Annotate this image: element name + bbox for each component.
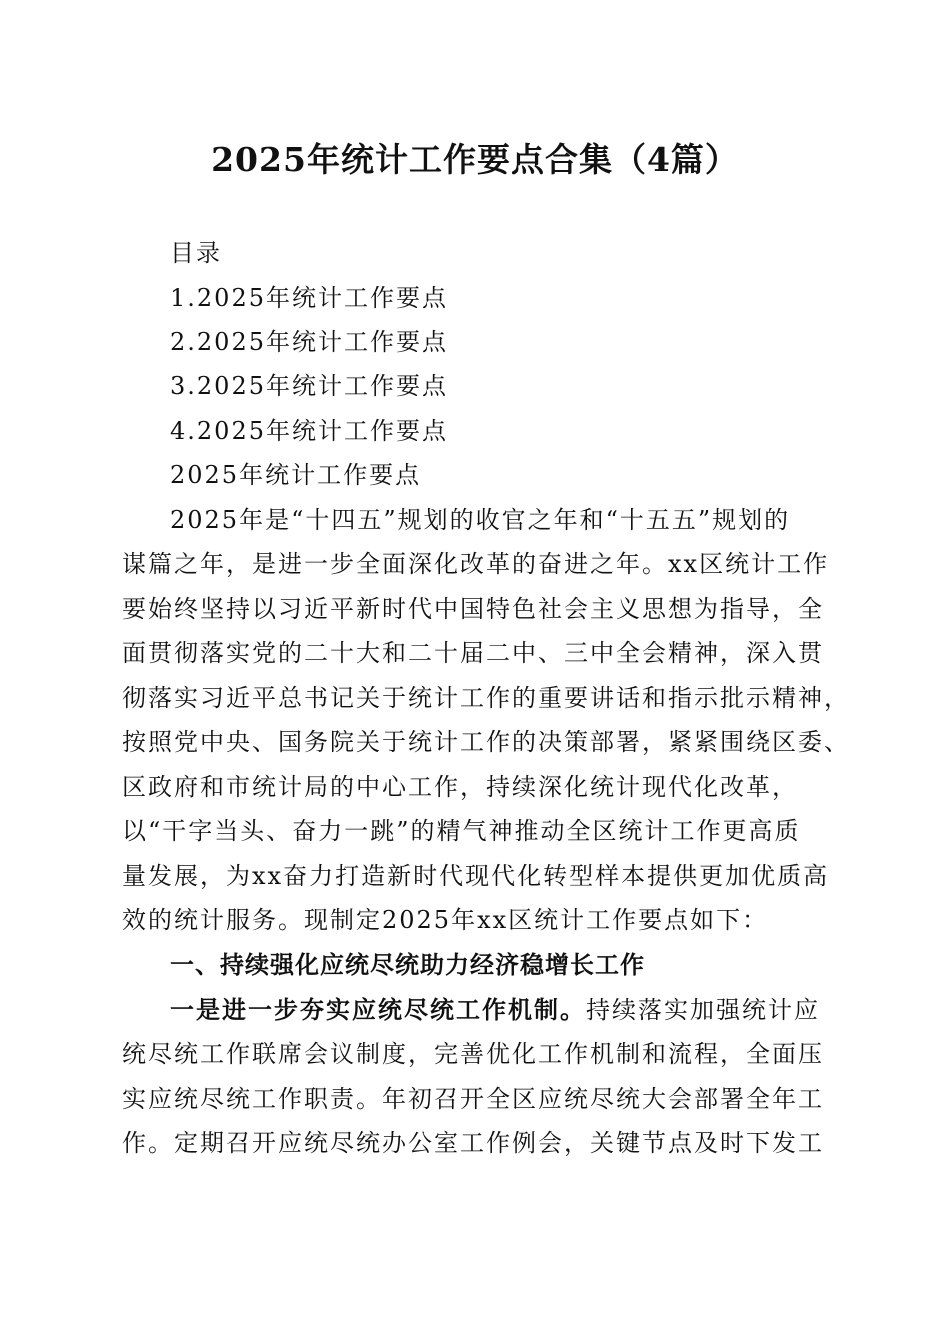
intro-line: 面贯彻落实党的二十大和二十届二中、三中全会精神，深入贯 — [122, 639, 824, 667]
toc-item: 4.2025年统计工作要点 — [170, 417, 448, 445]
toc-heading: 目录 — [170, 239, 222, 267]
para-1-line: 作。定期召开应统尽统办公室工作例会，关键节点及时下发工 — [122, 1129, 824, 1157]
para-1-lead: 一是进一步夯实应统尽统工作机制。 — [170, 995, 586, 1024]
intro-line: 按照党中央、国务院关于统计工作的决策部署，紧紧围绕区委、 — [122, 728, 850, 756]
document-title: 2025年统计工作要点合集（4篇） — [211, 140, 739, 179]
toc-item: 1.2025年统计工作要点 — [170, 284, 448, 312]
para-1-line: 统尽统工作联席会议制度，完善优化工作机制和流程，全面压 — [122, 1040, 824, 1068]
toc-item: 3.2025年统计工作要点 — [170, 372, 448, 400]
intro-line: 要始终坚持以习近平新时代中国特色社会主义思想为指导，全 — [122, 595, 824, 623]
toc-item: 2.2025年统计工作要点 — [170, 328, 448, 356]
para-1-line: 实应统尽统工作职责。年初召开全区应统尽统大会部署全年工 — [122, 1085, 824, 1113]
intro-line: 量发展，为xx奋力打造新时代现代化转型样本提供更加优质高 — [122, 862, 830, 890]
section-heading-1: 一、持续强化应统尽统助力经济稳增长工作 — [170, 951, 645, 979]
intro-line: 效的统计服务。现制定2025年xx区统计工作要点如下： — [122, 906, 769, 934]
intro-line: 区政府和市统计局的中心工作，持续深化统计现代化改革， — [122, 773, 798, 801]
intro-line: 彻落实习近平总书记关于统计工作的重要讲话和指示批示精神， — [122, 684, 850, 712]
intro-line: 以“干字当头、奋力一跳”的精气神推动全区统计工作更高质 — [122, 817, 801, 845]
intro-line: 2025年是“十四五”规划的收官之年和“十五五”规划的 — [170, 506, 791, 534]
para-1-first-line-rest: 持续落实加强统计应 — [586, 996, 820, 1024]
intro-line: 谋篇之年，是进一步全面深化改革的奋进之年。xx区统计工作 — [122, 550, 830, 578]
section-title: 2025年统计工作要点 — [170, 461, 422, 489]
para-1-first-line — [170, 995, 820, 1025]
